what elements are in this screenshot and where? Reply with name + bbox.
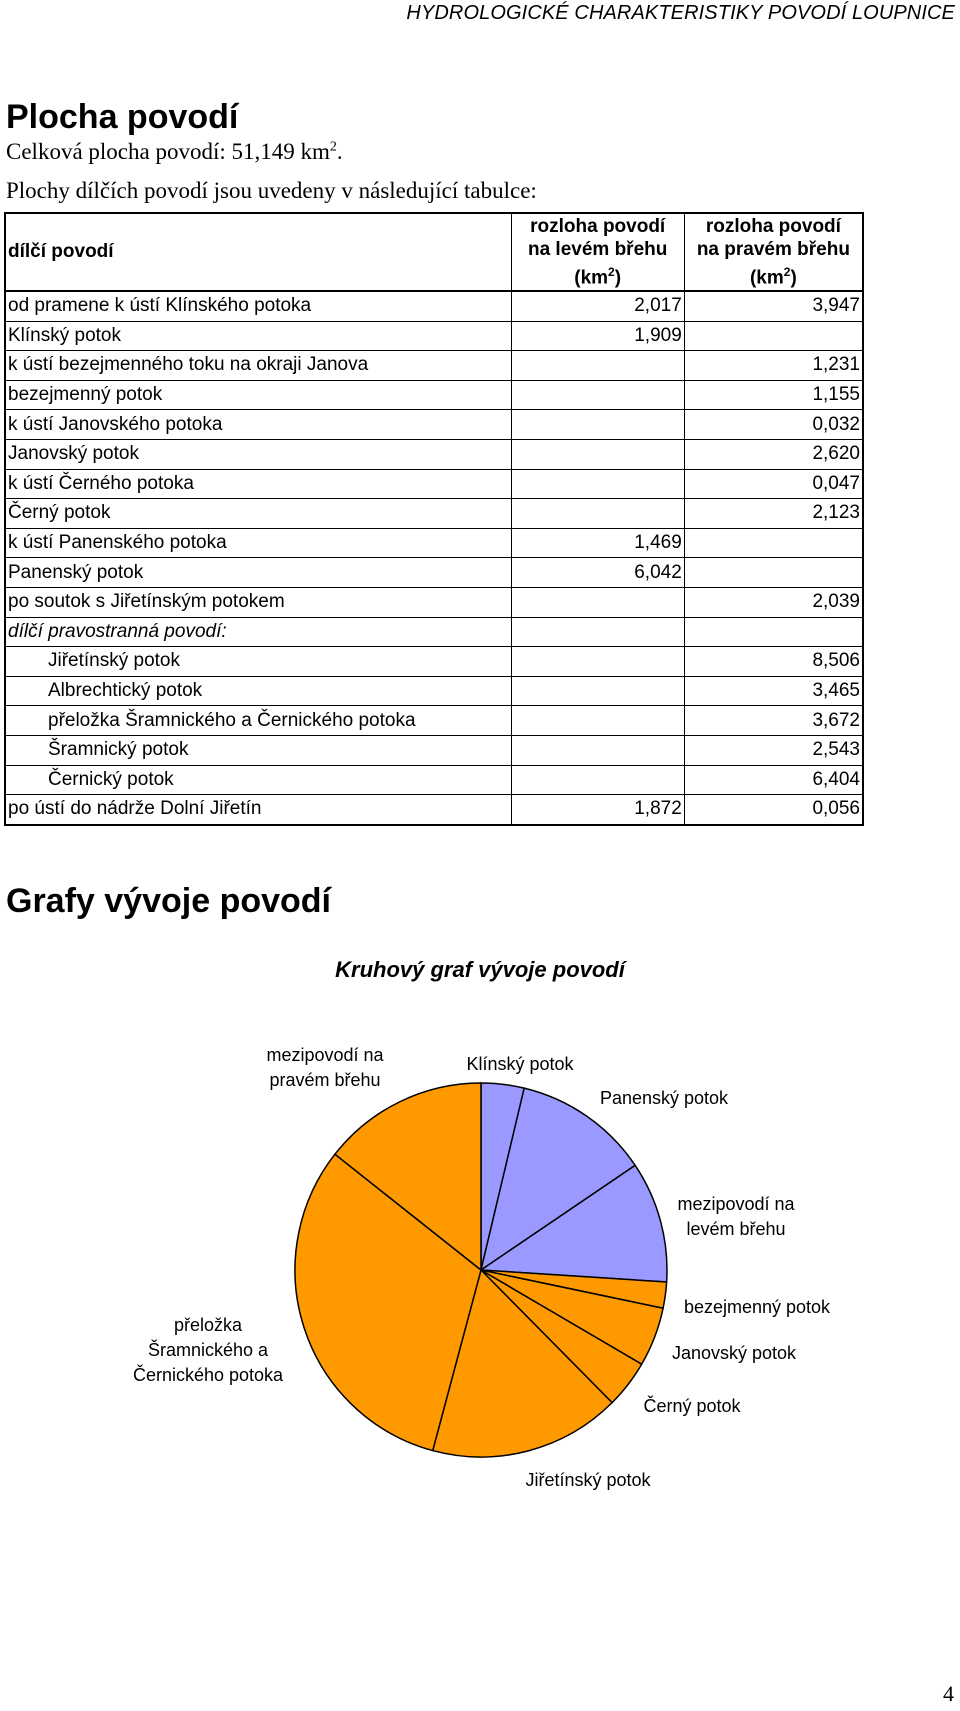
cell-right-bank-area: 0,032 bbox=[684, 410, 863, 440]
cell-right-bank-area: 0,056 bbox=[812, 798, 860, 820]
cell-right-bank-area: 2,620 bbox=[684, 439, 863, 469]
cell-subbasin-name: Černický potok bbox=[5, 765, 511, 795]
pie-label-jiretinsky bbox=[478, 1468, 698, 1493]
cell-subbasin-name: Klínský potok bbox=[5, 321, 511, 351]
cell-subbasin-name: k ústí Panenského potoka bbox=[5, 528, 511, 558]
pie-label-line: pravém břehu bbox=[269, 1070, 381, 1090]
cell-left-bank-area: 1,469 bbox=[511, 528, 684, 558]
cell-left-bank-area: 1,872 bbox=[511, 795, 684, 825]
heading-grafy-vyvoje: Grafy vývoje povodí bbox=[6, 882, 331, 920]
unit-sup: 2 bbox=[783, 264, 791, 279]
pie-label-line: Šramnického a bbox=[147, 1340, 269, 1360]
cell-subbasin-name: přeložka Šramnického a Černického potoka bbox=[5, 706, 511, 736]
cell-subbasin-name: Šramnický potok bbox=[5, 735, 511, 765]
pie-label-line: Panenský potok bbox=[599, 1088, 729, 1108]
cell-subbasin-name: bezejmenný potok bbox=[5, 380, 511, 410]
pie-label-line: Janovský potok bbox=[671, 1343, 797, 1363]
cell-subbasin-name: k ústí bezejmenného toku na okraji Janova bbox=[5, 351, 511, 381]
pie-label-line: přeložka bbox=[173, 1315, 243, 1335]
total-area-text: Celková plocha povodí: 51,149 km bbox=[6, 139, 330, 164]
pie-label-line: Černického potoka bbox=[132, 1365, 284, 1385]
unit-prefix: (km bbox=[574, 267, 609, 289]
pie-label-klinsky bbox=[410, 1052, 630, 1077]
heading-plocha-povodi: Plocha povodí bbox=[6, 98, 239, 136]
cell-subbasin-name: od pramene k ústí Klínského potoka bbox=[5, 291, 511, 321]
pie-label-line: Černý potok bbox=[643, 1396, 741, 1416]
header-subbasin: dílčí povodí bbox=[5, 213, 511, 291]
total-area-suffix: . bbox=[336, 139, 343, 164]
header-left-line2: na levém břehu bbox=[527, 238, 668, 260]
total-area-sup: 2 bbox=[329, 139, 337, 155]
cell-subbasin-name: Jiřetínský potok bbox=[5, 647, 511, 677]
pie-label-line: mezipovodí na bbox=[266, 1045, 384, 1065]
cell-left-bank-area: 2,017 bbox=[511, 291, 684, 321]
pie-label-bezejmenny bbox=[647, 1295, 867, 1320]
cell-subbasin-name: Albrechtický potok bbox=[5, 676, 511, 706]
cell-subbasin-name: Panenský potok bbox=[5, 558, 511, 588]
cell-right-bank-area: 2,039 bbox=[684, 587, 863, 617]
cell-right-bank-area: 1,155 bbox=[684, 380, 863, 410]
header-right-line2: na pravém břehu bbox=[696, 238, 850, 260]
cell-right-bank-area: 6,404 bbox=[684, 765, 863, 795]
header-right-line1: rozloha povodí bbox=[705, 215, 841, 237]
pie-label-cerny bbox=[582, 1394, 802, 1419]
cell-right-bank-area: 8,506 bbox=[684, 647, 863, 677]
cell-right-bank-area: 0,047 bbox=[684, 469, 863, 499]
pie-label-panensky bbox=[554, 1086, 774, 1111]
pie-label-line: bezejmenný potok bbox=[683, 1297, 831, 1317]
running-header-title: HYDROLOGICKÉ CHARAKTERISTIKY POVODÍ LOUPNICE bbox=[406, 2, 955, 24]
pie-label-line: Jiřetínský potok bbox=[525, 1470, 651, 1490]
cell-right-bank-area: 3,672 bbox=[684, 706, 863, 736]
cell-right-bank-area: 2,543 bbox=[684, 735, 863, 765]
header-left-line1: rozloha povodí bbox=[530, 215, 666, 237]
cell-right-bank-area: 3,947 bbox=[684, 291, 863, 321]
pie-label-line: mezipovodí na bbox=[677, 1194, 795, 1214]
cell-right-bank-area: 3,465 bbox=[684, 676, 863, 706]
unit-prefix: (km bbox=[749, 267, 784, 289]
cell-subbasin-name: po soutok s Jiřetínským potokem bbox=[5, 587, 511, 617]
pie-label-janovsky bbox=[624, 1341, 844, 1366]
cell-subbasin-name: dílčí pravostranná povodí: bbox=[5, 617, 511, 647]
pie-label-line: Klínský potok bbox=[466, 1054, 574, 1074]
cell-left-bank-area: 6,042 bbox=[511, 558, 684, 588]
unit-suffix: ) bbox=[614, 267, 622, 289]
page-number: 4 bbox=[943, 1681, 954, 1706]
cell-subbasin-name: Janovský potok bbox=[5, 439, 511, 469]
cell-right-bank-area: 2,123 bbox=[684, 499, 863, 529]
pie-label-mezi-pravy bbox=[215, 1043, 435, 1093]
cell-subbasin-name: k ústí Janovského potoka bbox=[5, 410, 511, 440]
pie-label-line: levém břehu bbox=[686, 1219, 786, 1239]
pie-label-prelozka bbox=[98, 1313, 318, 1388]
unit-suffix: ) bbox=[790, 267, 797, 289]
table-intro-line: Plochy dílčích povodí jsou uvedeny v následující tabulce: bbox=[6, 178, 537, 203]
cell-right-bank-area: 1,231 bbox=[684, 351, 863, 381]
unit-sup: 2 bbox=[608, 264, 615, 279]
pie-label-mezi-levy bbox=[626, 1192, 846, 1242]
cell-subbasin-name: Černý potok bbox=[5, 499, 511, 529]
chart-title: Kruhový graf vývoje povodí bbox=[335, 957, 625, 982]
cell-subbasin-name: k ústí Černého potoka bbox=[5, 469, 511, 499]
cell-left-bank-area: 1,909 bbox=[511, 321, 684, 351]
cell-subbasin-name: po ústí do nádrže Dolní Jiřetín bbox=[5, 795, 511, 825]
